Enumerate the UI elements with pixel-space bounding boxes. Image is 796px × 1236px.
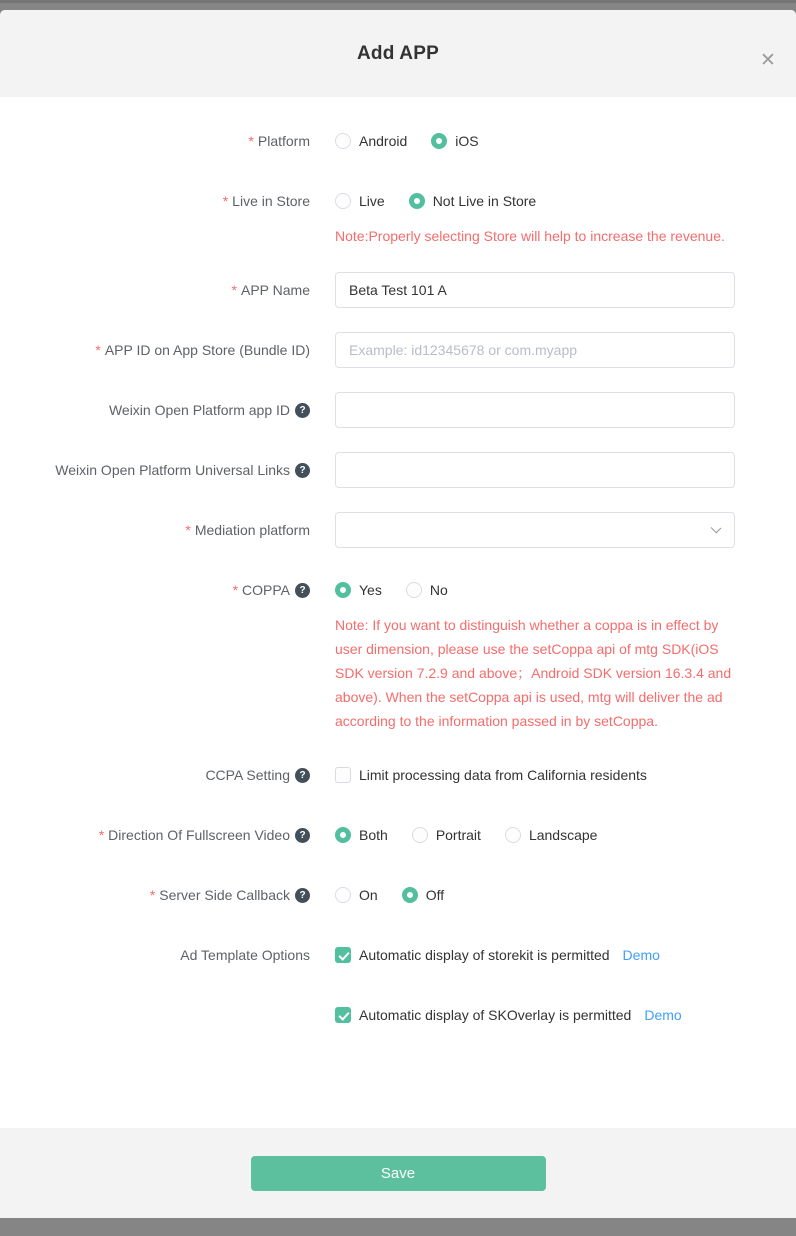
radio-option-not-live[interactable]: Not Live in Store (409, 193, 537, 209)
form-row-mediation-platform (0, 512, 796, 548)
required-asterisk: * (149, 887, 156, 903)
help-icon[interactable]: ? (295, 583, 310, 598)
close-icon[interactable]: ✕ (760, 50, 776, 71)
mediation-platform-select[interactable] (335, 512, 735, 548)
required-asterisk: * (95, 342, 101, 358)
modal-footer (0, 1128, 796, 1218)
storekit-demo-link[interactable]: Demo (622, 947, 660, 963)
radio-option-landscape[interactable]: Landscape (505, 827, 598, 843)
radio-portrait[interactable] (412, 827, 428, 843)
radio-both[interactable] (335, 827, 351, 843)
coppa-label: * COPPA ? (0, 572, 310, 608)
radio-option-coppa-yes[interactable]: Yes (335, 582, 382, 598)
form-row-coppa (0, 572, 796, 733)
required-asterisk: * (98, 827, 105, 843)
radio-live[interactable] (335, 193, 351, 209)
form-row-weixin-app-id (0, 392, 796, 428)
platform-label: * Platform (248, 133, 310, 149)
radio-landscape[interactable] (505, 827, 521, 843)
help-icon[interactable]: ? (295, 828, 310, 843)
skoverlay-checkbox-label: Automatic display of SKOverlay is permitted (359, 1007, 632, 1023)
mediation-platform-label: * Mediation platform (185, 522, 310, 538)
add-app-form (0, 97, 796, 1128)
form-row-weixin-universal-links (0, 452, 796, 488)
required-asterisk: * (232, 582, 239, 598)
ad-template-options-label: Ad Template Options (180, 947, 310, 963)
app-id-input[interactable] (335, 332, 735, 368)
storekit-checkbox[interactable] (335, 947, 351, 963)
radio-option-on[interactable]: On (335, 887, 378, 903)
form-row-server-side-callback (0, 877, 796, 913)
fullscreen-direction-label: * Direction Of Fullscreen Video ? (0, 817, 310, 853)
form-row-app-name (0, 272, 796, 308)
radio-option-coppa-no[interactable]: No (406, 582, 448, 598)
help-icon[interactable]: ? (295, 888, 310, 903)
radio-option-off[interactable]: Off (402, 887, 444, 903)
radio-coppa-no[interactable] (406, 582, 422, 598)
help-icon[interactable]: ? (295, 403, 310, 418)
form-row-platform (0, 123, 796, 159)
platform-options (335, 123, 735, 159)
weixin-universal-links-label: Weixin Open Platform Universal Links ? (0, 452, 310, 488)
ccpa-label: CCPA Setting ? (0, 757, 310, 793)
chevron-down-icon (711, 523, 722, 534)
help-icon[interactable]: ? (295, 463, 310, 478)
skoverlay-checkbox[interactable] (335, 1007, 351, 1023)
modal-title: Add APP (357, 42, 439, 64)
required-asterisk: * (185, 522, 191, 538)
form-row-ad-template-options (0, 937, 796, 1033)
form-row-app-id (0, 332, 796, 368)
storekit-checkbox-label: Automatic display of storekit is permitted (359, 947, 610, 963)
required-asterisk: * (231, 282, 237, 298)
radio-option-portrait[interactable]: Portrait (412, 827, 481, 843)
weixin-app-id-label: Weixin Open Platform app ID ? (0, 392, 310, 428)
weixin-universal-links-input[interactable] (335, 452, 735, 488)
radio-ios[interactable] (431, 133, 447, 149)
modal-header (0, 10, 796, 97)
form-row-fullscreen-direction (0, 817, 796, 853)
radio-option-android[interactable]: Android (335, 133, 407, 149)
radio-option-ios[interactable]: iOS (431, 133, 478, 149)
radio-option-both[interactable]: Both (335, 827, 388, 843)
server-side-callback-label: * Server Side Callback ? (0, 877, 310, 913)
weixin-app-id-input[interactable] (335, 392, 735, 428)
live-in-store-note: Note:Properly selecting Store will help to increase the revenue. (335, 228, 725, 244)
save-button[interactable]: Save (251, 1156, 546, 1191)
live-in-store-options (335, 183, 735, 248)
required-asterisk: * (248, 133, 254, 149)
help-icon[interactable]: ? (295, 768, 310, 783)
app-id-label: * APP ID on App Store (Bundle ID) (95, 342, 310, 358)
radio-on[interactable] (335, 887, 351, 903)
page-backdrop-top (0, 0, 796, 3)
radio-android[interactable] (335, 133, 351, 149)
app-name-input[interactable] (335, 272, 735, 308)
app-name-label: * APP Name (231, 282, 310, 298)
ccpa-checkbox-label: Limit processing data from California residents (359, 767, 647, 783)
ccpa-checkbox[interactable] (335, 767, 351, 783)
form-row-ccpa (0, 757, 796, 793)
radio-coppa-yes[interactable] (335, 582, 351, 598)
radio-not-live[interactable] (409, 193, 425, 209)
coppa-note: Note: If you want to distinguish whether a coppa is in effect by user dimension, please use the setCoppa api of mtg SDK(iOS SDK version 7.2.9 and above；Android SDK version 16.3.4 and above). When the setCoppa api is used, mtg will deliver the ad according to the information passed in by setCoppa. (335, 617, 732, 729)
radio-option-live[interactable]: Live (335, 193, 385, 209)
radio-off[interactable] (402, 887, 418, 903)
form-row-live-in-store (0, 183, 796, 248)
required-asterisk: * (222, 193, 229, 209)
add-app-modal (0, 10, 796, 1218)
skoverlay-demo-link[interactable]: Demo (644, 1007, 682, 1023)
live-in-store-label: * Live in Store (222, 193, 310, 209)
